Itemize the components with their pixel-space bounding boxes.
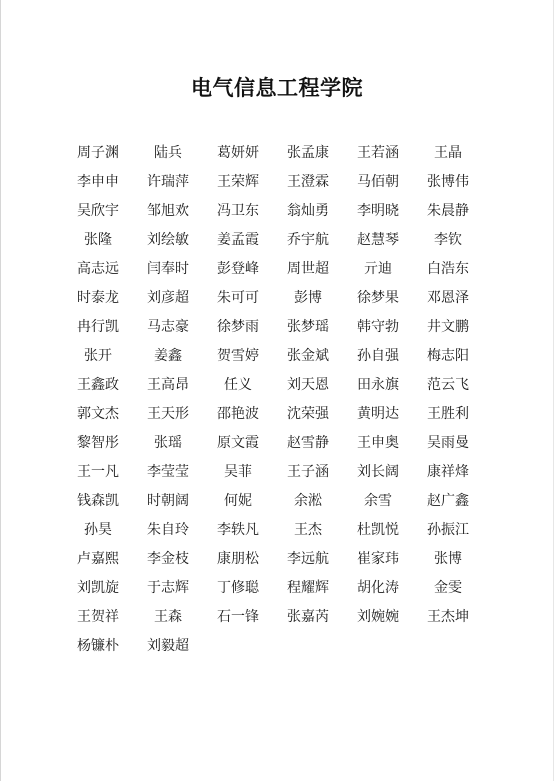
person-name: 李金枝: [147, 551, 189, 567]
person-name: 刘婉婉: [357, 609, 399, 625]
person-name: 张博伟: [427, 174, 469, 190]
person-name: 刘彦超: [147, 290, 189, 306]
person-name: 赵慧琴: [357, 232, 399, 248]
person-name: 彭博: [294, 290, 322, 306]
name-row: [77, 520, 477, 549]
person-name: 徐梦果: [357, 290, 399, 306]
person-name: 张孟康: [287, 145, 329, 161]
person-name: 任义: [224, 377, 252, 393]
person-name: 马志豪: [147, 319, 189, 335]
name-row: [77, 404, 477, 433]
person-name: 张隆: [84, 232, 112, 248]
person-name: 于志辉: [147, 580, 189, 596]
person-name: 孙昊: [84, 522, 112, 538]
name-row: [77, 375, 477, 404]
person-name: 范云飞: [427, 377, 469, 393]
name-row: [77, 578, 477, 607]
person-name: 朱可可: [217, 290, 259, 306]
name-row: [77, 259, 477, 288]
person-name: 原文霞: [217, 435, 259, 451]
person-name: 贺雪婷: [217, 348, 259, 364]
person-name: 白浩东: [427, 261, 469, 277]
person-name: 王申奥: [357, 435, 399, 451]
person-name: 朱晨静: [427, 203, 469, 219]
name-row: [77, 636, 477, 665]
person-name: 张金斌: [287, 348, 329, 364]
person-name: 吴菲: [224, 464, 252, 480]
person-name: 韩守勃: [357, 319, 399, 335]
person-name: 余淞: [294, 493, 322, 509]
person-name: 张梦瑶: [287, 319, 329, 335]
person-name: 李钦: [434, 232, 462, 248]
person-name: 张博: [434, 551, 462, 567]
name-row: [77, 230, 477, 259]
name-row: [77, 143, 477, 172]
person-name: 王高昂: [147, 377, 189, 393]
person-name: 姜鑫: [154, 348, 182, 364]
person-name: 胡化涛: [357, 580, 399, 596]
name-row: [77, 317, 477, 346]
name-row: [77, 491, 477, 520]
person-name: 王森: [154, 609, 182, 625]
person-name: 时泰龙: [77, 290, 119, 306]
person-name: 王鑫政: [77, 377, 119, 393]
person-name: 丁修聪: [217, 580, 259, 596]
person-name: 邹旭欢: [147, 203, 189, 219]
person-name: 崔家玮: [357, 551, 399, 567]
person-name: 冯卫东: [217, 203, 259, 219]
person-name: 刘长阔: [357, 464, 399, 480]
person-name: 乔宇航: [287, 232, 329, 248]
name-row: [77, 607, 477, 636]
person-name: 刘凯旋: [77, 580, 119, 596]
person-name: 徐梦雨: [217, 319, 259, 335]
person-name: 黄明达: [357, 406, 399, 422]
person-name: 张开: [84, 348, 112, 364]
person-name: 孙振江: [427, 522, 469, 538]
person-name: 井文鹏: [427, 319, 469, 335]
person-name: 王杰坤: [427, 609, 469, 625]
person-name: 彭登峰: [217, 261, 259, 277]
person-name: 周世超: [287, 261, 329, 277]
person-name: 陆兵: [154, 145, 182, 161]
person-name: 吴雨曼: [427, 435, 469, 451]
person-name: 李莹莹: [147, 464, 189, 480]
person-name: 梅志阳: [427, 348, 469, 364]
person-name: 田永旗: [357, 377, 399, 393]
person-name: 姜孟霞: [217, 232, 259, 248]
person-name: 马佰朝: [357, 174, 399, 190]
person-name: 杨镰朴: [77, 638, 119, 654]
person-name: 卢嘉熙: [77, 551, 119, 567]
person-name: 邵艳波: [217, 406, 259, 422]
person-name: 王子涵: [287, 464, 329, 480]
person-name: 王胜利: [427, 406, 469, 422]
person-name: 王若涵: [357, 145, 399, 161]
person-name: 何妮: [224, 493, 252, 509]
name-row: [77, 288, 477, 317]
person-name: 王晶: [434, 145, 462, 161]
person-name: 高志远: [77, 261, 119, 277]
person-name: 亓迪: [364, 261, 392, 277]
page-title: 电气信息工程学院: [191, 75, 363, 100]
person-name: 刘毅超: [147, 638, 189, 654]
person-name: 翁灿勇: [287, 203, 329, 219]
name-list: [77, 143, 477, 665]
person-name: 李轶凡: [217, 522, 259, 538]
person-name: 钱森凯: [77, 493, 119, 509]
person-name: 王荣辉: [217, 174, 259, 190]
person-name: 余雪: [364, 493, 392, 509]
person-name: 王一凡: [77, 464, 119, 480]
name-row: [77, 172, 477, 201]
person-name: 朱自玲: [147, 522, 189, 538]
person-name: 赵雪静: [287, 435, 329, 451]
person-name: 王澄霖: [287, 174, 329, 190]
person-name: 康朋松: [217, 551, 259, 567]
name-row: [77, 433, 477, 462]
person-name: 吴欣宇: [77, 203, 119, 219]
person-name: 李远航: [287, 551, 329, 567]
person-name: 冉行凯: [77, 319, 119, 335]
person-name: 石一锋: [217, 609, 259, 625]
person-name: 闫奉时: [147, 261, 189, 277]
person-name: 王贺祥: [77, 609, 119, 625]
person-name: 张瑶: [154, 435, 182, 451]
person-name: 张嘉芮: [287, 609, 329, 625]
name-row: [77, 462, 477, 491]
person-name: 王天形: [147, 406, 189, 422]
person-name: 许瑞萍: [147, 174, 189, 190]
person-name: 黎智彤: [77, 435, 119, 451]
name-row: [77, 549, 477, 578]
person-name: 周子渊: [77, 145, 119, 161]
person-name: 刘天恩: [287, 377, 329, 393]
name-row: [77, 346, 477, 375]
person-name: 杜凯悦: [357, 522, 399, 538]
person-name: 王杰: [294, 522, 322, 538]
person-name: 李明晓: [357, 203, 399, 219]
person-name: 郭文杰: [77, 406, 119, 422]
name-row: [77, 201, 477, 230]
person-name: 孙自强: [357, 348, 399, 364]
person-name: 葛妍妍: [217, 145, 259, 161]
page-border-left: [0, 0, 1, 781]
person-name: 刘绘敏: [147, 232, 189, 248]
person-name: 金雯: [434, 580, 462, 596]
person-name: 时朝阔: [147, 493, 189, 509]
person-name: 邓恩泽: [427, 290, 469, 306]
person-name: 程耀辉: [287, 580, 329, 596]
person-name: 康祥烽: [427, 464, 469, 480]
person-name: 赵广鑫: [427, 493, 469, 509]
person-name: 沈荣强: [287, 406, 329, 422]
person-name: 李申申: [77, 174, 119, 190]
